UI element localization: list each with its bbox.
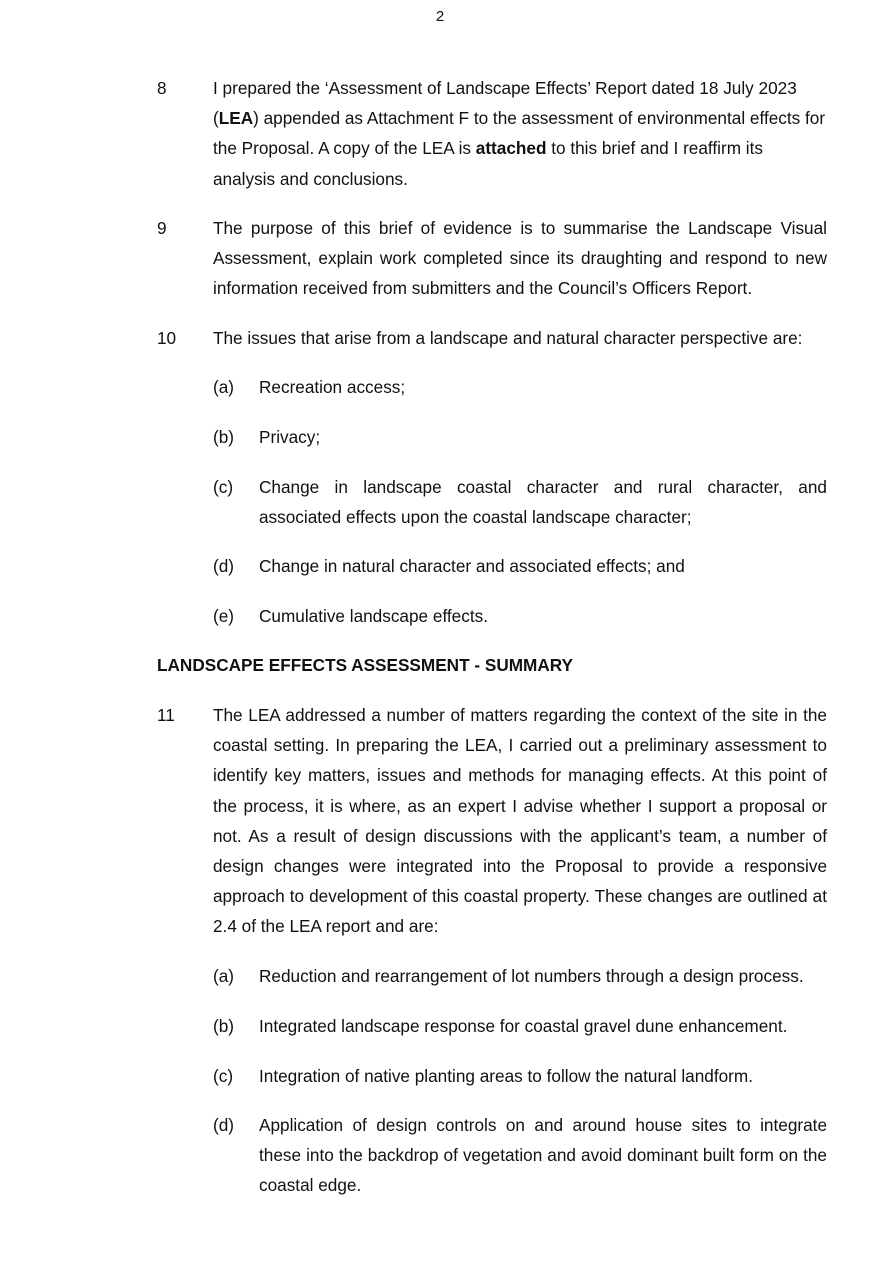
section-heading: LANDSCAPE EFFECTS ASSESSMENT - SUMMARY <box>157 655 574 675</box>
list-item-label: (c) <box>213 477 234 497</box>
paragraph-10 <box>157 323 827 353</box>
list-item-label: (c) <box>213 1066 234 1086</box>
page-number: 2 <box>435 8 445 25</box>
list-item-text: Change in natural character and associated effects; and <box>259 556 685 576</box>
list-item <box>213 1011 827 1041</box>
paragraph-text <box>213 73 827 194</box>
paragraph-8 <box>157 73 827 194</box>
text-run: I prepared the ‘Assessment of Landscape Effects’ Report dated 18 July 2023 ( <box>213 78 797 129</box>
paragraph-text: The LEA addressed a number of matters regarding the context of the site in the coastal setting. In preparing the LEA, I carried out a preliminary assessment to identify key matters, issues and methods for managing effects. At this point of the process, it is where, as an expert I advise whether I support a proposal or not. As a result of design discussions with the applicant’s team, a number of design changes were integrated into the Proposal to provide a responsive approach to development of this coastal property. These changes are outlined at 2.4 of the LEA report and are: <box>213 705 827 937</box>
list-item-text: Application of design controls on and around house sites to integrate these into the backdrop of vegetation and avoid dominant built form on the coastal edge. <box>259 1115 827 1196</box>
list-item <box>213 422 827 452</box>
defined-term-lea: LEA <box>218 108 254 129</box>
paragraph-number: 9 <box>157 218 167 238</box>
list-item <box>213 961 827 991</box>
list-item-label: (a) <box>213 377 235 397</box>
paragraph-text: The purpose of this brief of evidence is to summarise the Landscape Visual Assessment, explain work completed since its draughting and respond to new information received from submitters and the Council’s Officers Report. <box>213 218 827 299</box>
list-item-label: (b) <box>213 1016 235 1036</box>
list-item-label: (b) <box>213 427 235 447</box>
list-item-label: (e) <box>213 606 235 626</box>
list-item-label: (d) <box>213 1115 235 1135</box>
list-item <box>213 372 827 402</box>
paragraph-number: 10 <box>157 328 177 348</box>
list-item-text: Change in landscape coastal character and rural character, and associated effects upon the coastal landscape character; <box>259 477 827 528</box>
list-item-text: Privacy; <box>259 427 321 447</box>
list-item-label: (a) <box>213 966 235 986</box>
paragraph-number: 11 <box>157 705 175 725</box>
paragraph-9 <box>157 213 827 304</box>
list-item-label: (d) <box>213 556 235 576</box>
list-item-text: Integrated landscape response for coastal gravel dune enhancement. <box>259 1016 788 1036</box>
text-run: ) appended as Attachment F to the assessment of environmental effects for the Proposal. A copy of the LEA is <box>213 108 826 159</box>
paragraph-text: The issues that arise from a landscape and natural character perspective are: <box>213 328 803 348</box>
paragraph-number: 8 <box>157 78 167 98</box>
paragraph-11 <box>157 700 827 942</box>
list-item <box>213 551 827 581</box>
list-item <box>213 601 827 631</box>
list-item-text: Recreation access; <box>259 377 406 397</box>
list-item-text: Integration of native planting areas to follow the natural landform. <box>259 1066 753 1086</box>
list-item <box>213 1110 827 1201</box>
bold-attached: attached <box>475 138 547 159</box>
list-item-text: Reduction and rearrangement of lot numbers through a design process. <box>259 966 804 986</box>
list-item <box>213 1061 827 1091</box>
list-item-text: Cumulative landscape effects. <box>259 606 488 626</box>
list-item <box>213 472 827 532</box>
text-run: to this brief and I reaffirm its analysis and conclusions. <box>213 138 763 189</box>
